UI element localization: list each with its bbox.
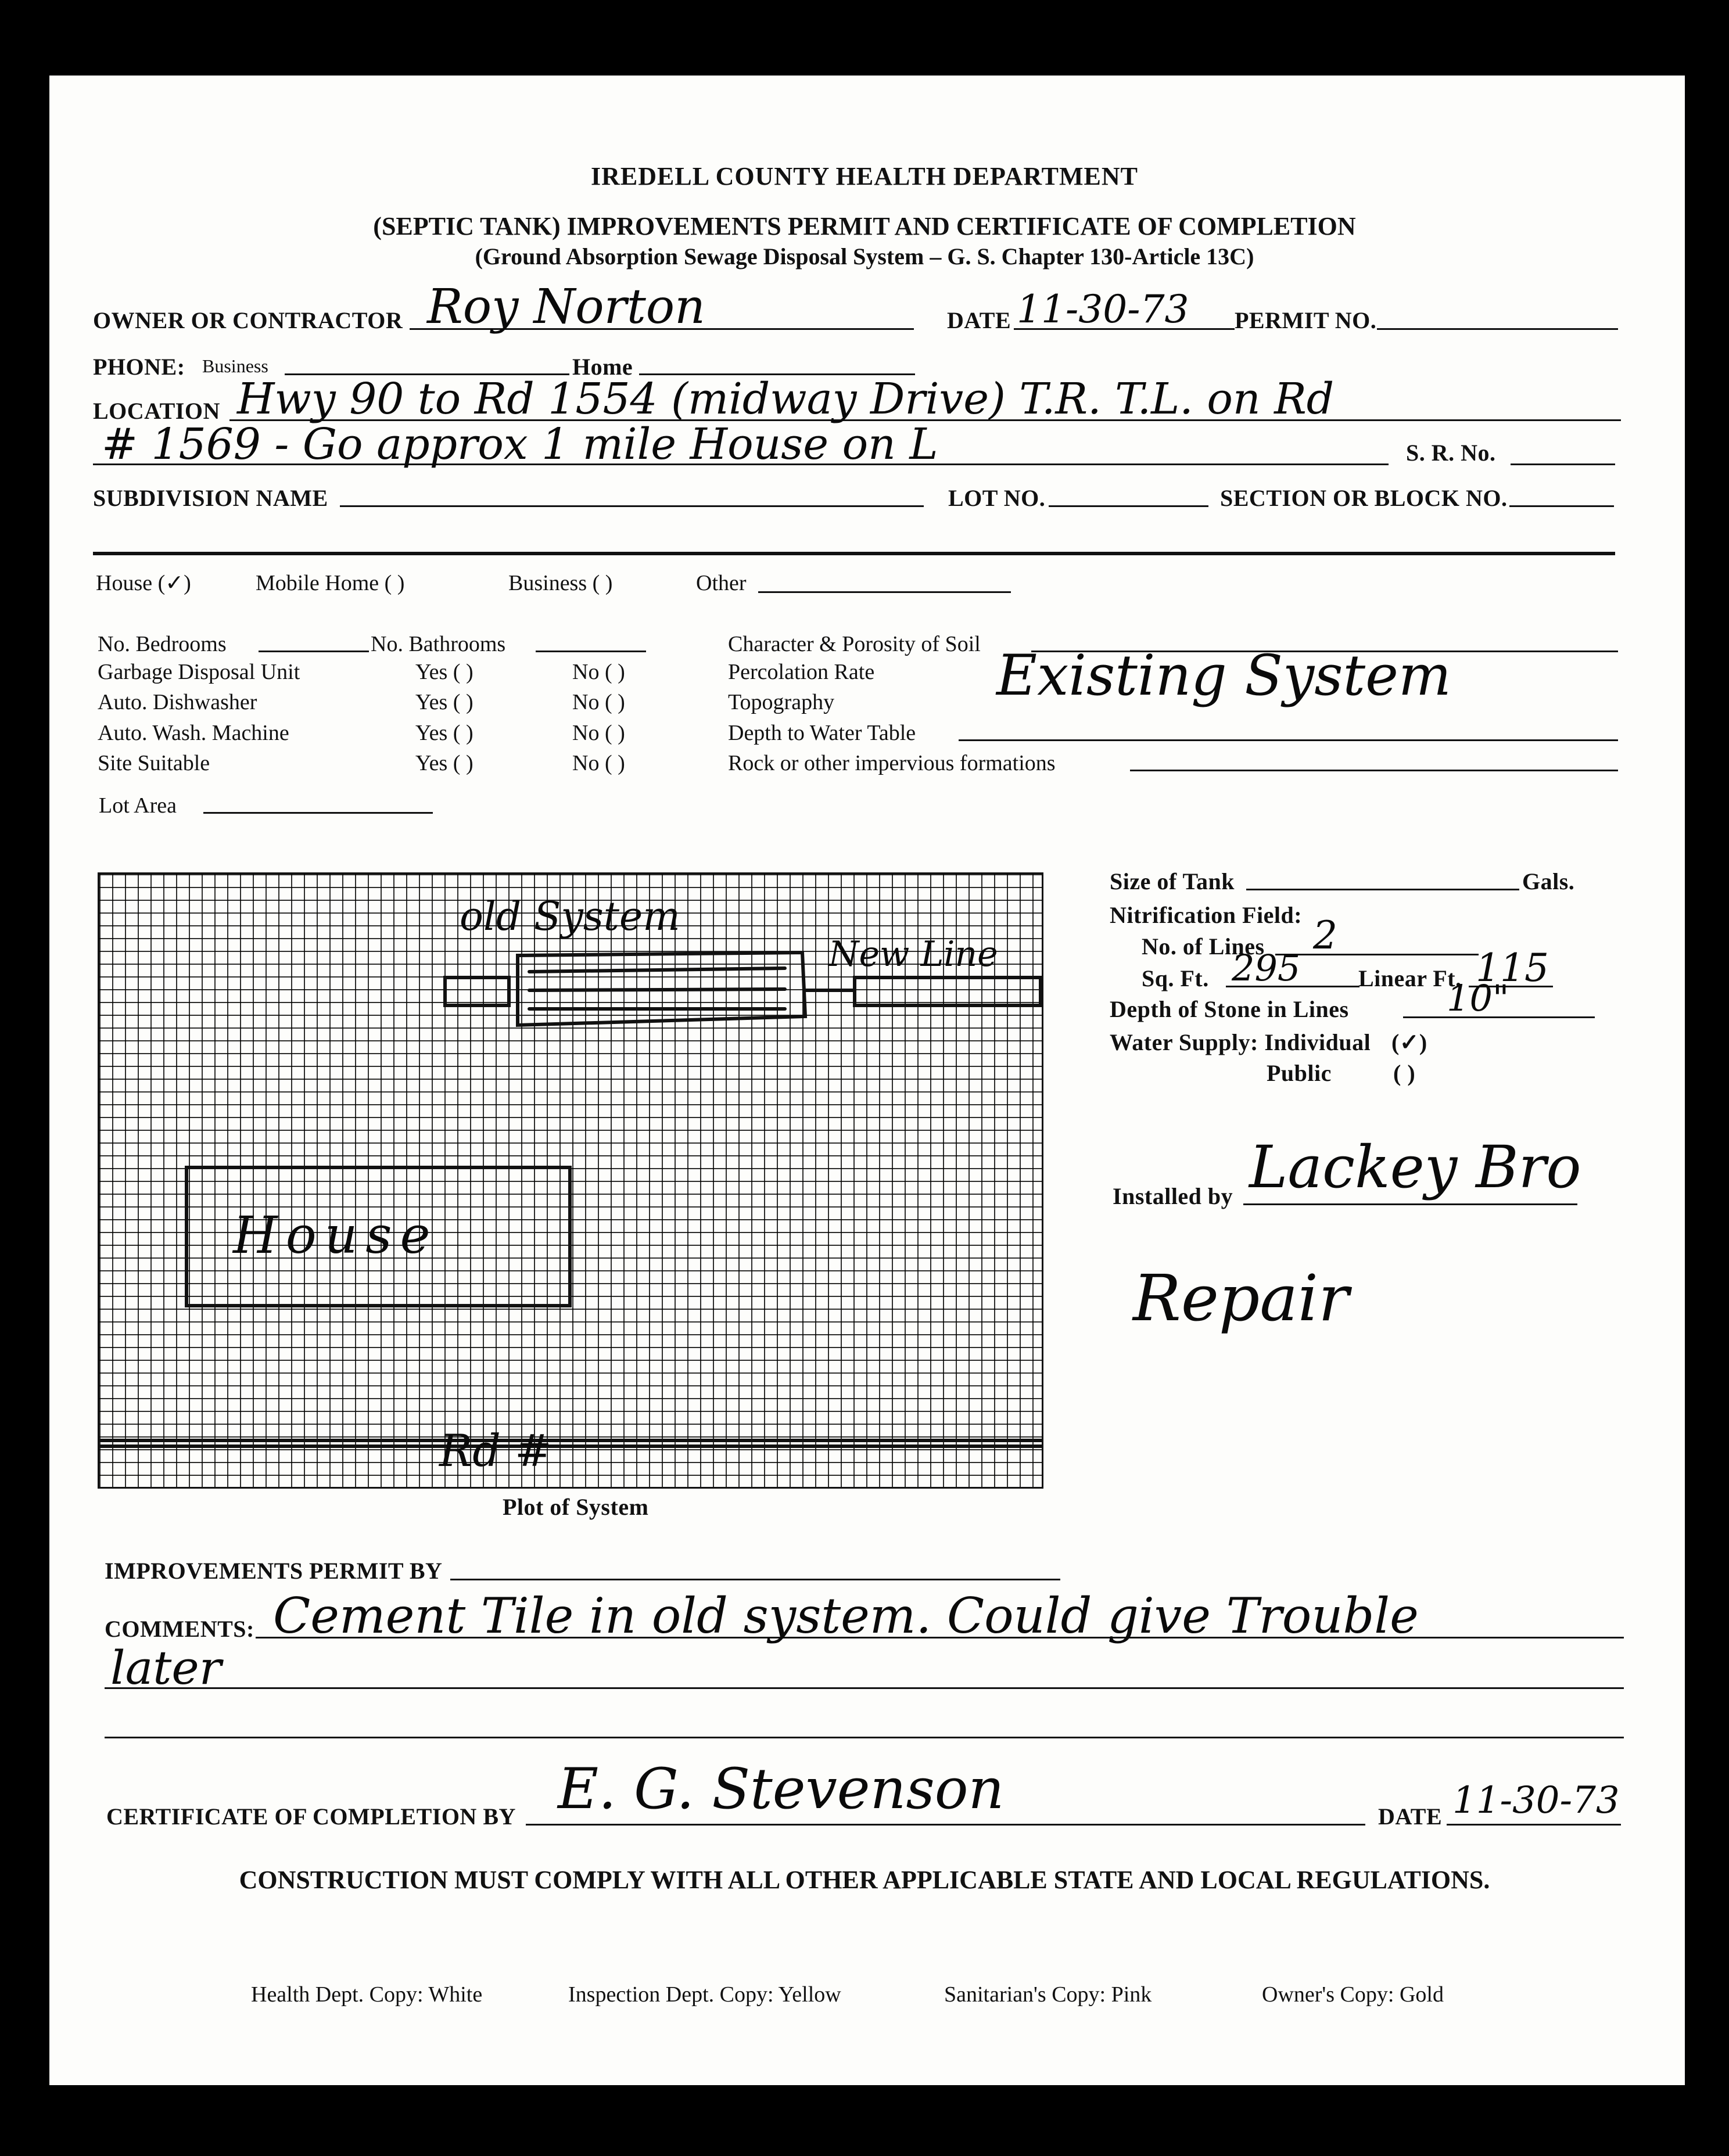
location-value-1[interactable]: Hwy 90 to Rd 1554 (midway Drive) T.R. T.L. on Rd [237, 374, 1335, 424]
bathrooms-label: No. Bathrooms [371, 632, 506, 656]
type-other-line [758, 591, 1011, 593]
site-yes[interactable]: Yes ( ) [415, 751, 473, 775]
topography-label: Topography [728, 690, 835, 714]
sqft-label: Sq. Ft. [1142, 965, 1209, 991]
washer-label: Auto. Wash. Machine [98, 721, 289, 745]
comments-value-1[interactable]: Cement Tile in old system. Could give Trouble [273, 1587, 1419, 1644]
type-house[interactable]: House (✓) [96, 571, 191, 595]
public-label: Public [1267, 1060, 1332, 1086]
certificate-label: CERTIFICATE OF COMPLETION BY [106, 1803, 516, 1830]
owner-value[interactable]: Roy Norton [427, 279, 705, 335]
road-line-icon [99, 1440, 1042, 1446]
plot-old-system-label: old System [460, 894, 680, 940]
lot-no-line [1049, 505, 1208, 507]
new-line-icon [855, 978, 1041, 1005]
washer-no[interactable]: No ( ) [572, 721, 625, 745]
linear-value[interactable]: 115 [1476, 946, 1549, 990]
tank-size-label: Size of Tank [1110, 868, 1235, 894]
water-label: Water Supply: Individual [1110, 1029, 1371, 1055]
location-label: LOCATION [93, 398, 220, 424]
copy-inspection: Inspection Dept. Copy: Yellow [568, 1982, 841, 2007]
individual-check[interactable]: (✓) [1391, 1029, 1427, 1055]
regulations-notice: CONSTRUCTION MUST COMPLY WITH ALL OTHER APPLICABLE STATE AND LOCAL REGULATIONS. [239, 1866, 1490, 1894]
rock-label: Rock or other impervious formations [728, 751, 1056, 775]
old-tank-icon [445, 978, 509, 1005]
business-phone-label: Business [202, 355, 268, 376]
section-label: SECTION OR BLOCK NO. [1220, 485, 1508, 511]
site-no[interactable]: No ( ) [572, 751, 625, 775]
tank-size-line [1246, 889, 1519, 890]
installed-label: Installed by [1113, 1183, 1233, 1209]
rock-line [1130, 770, 1618, 771]
date-label: DATE [947, 307, 1011, 333]
stone-label: Depth of Stone in Lines [1110, 996, 1349, 1022]
certificate-date-line [1447, 1824, 1621, 1826]
installed-value[interactable]: Lackey Bro [1249, 1133, 1581, 1201]
dishwasher-label: Auto. Dishwasher [98, 690, 257, 714]
lines-value[interactable]: 2 [1313, 913, 1337, 958]
certificate-date-value[interactable]: 11-30-73 [1452, 1779, 1620, 1822]
lines-label: No. of Lines [1142, 933, 1265, 960]
bathrooms-line [536, 651, 646, 652]
lines-line [1275, 954, 1479, 955]
comments-line-3 [105, 1737, 1624, 1738]
owner-label: OWNER OR CONTRACTOR [93, 307, 403, 333]
home-phone-label: Home [572, 354, 633, 380]
form-subtitle: (Ground Absorption Sewage Disposal System – G. S. Chapter 130-Article 13C) [475, 243, 1254, 270]
plot-caption: Plot of System [503, 1494, 649, 1520]
repair-note: Repair [1133, 1261, 1349, 1335]
copy-sanitarian: Sanitarian's Copy: Pink [944, 1982, 1152, 2007]
washer-yes[interactable]: Yes ( ) [415, 721, 473, 745]
section-line [1509, 505, 1614, 507]
improvements-label: IMPROVEMENTS PERMIT BY [105, 1558, 443, 1584]
type-business[interactable]: Business ( ) [508, 571, 613, 595]
garbage-yes[interactable]: Yes ( ) [415, 660, 473, 684]
dishwasher-no[interactable]: No ( ) [572, 690, 625, 714]
plot-new-line-label: New Line [828, 934, 998, 975]
permit-label: PERMIT NO. [1235, 307, 1377, 333]
garbage-label: Garbage Disposal Unit [98, 660, 300, 684]
location-value-2[interactable]: # 1569 - Go approx 1 mile House on L [102, 419, 938, 469]
subdivision-label: SUBDIVISION NAME [93, 485, 328, 511]
bedrooms-label: No. Bedrooms [98, 632, 227, 656]
sqft-value[interactable]: 295 [1232, 947, 1301, 989]
nitrification-label: Nitrification Field: [1110, 902, 1303, 928]
lot-no-label: LOT NO. [948, 485, 1046, 511]
bedrooms-line [259, 651, 369, 652]
certificate-line [526, 1824, 1365, 1826]
stone-value[interactable]: 10" [1447, 977, 1509, 1019]
copy-owner: Owner's Copy: Gold [1262, 1982, 1444, 2007]
public-check[interactable]: ( ) [1393, 1060, 1416, 1086]
plot-grid [98, 872, 1043, 1489]
permit-line [1377, 328, 1618, 330]
depth-water-label: Depth to Water Table [728, 721, 916, 745]
subdivision-line [340, 505, 924, 507]
depth-water-line [959, 739, 1618, 741]
linear-label: Linear Ft. [1358, 965, 1462, 991]
perc-label: Percolation Rate [728, 660, 875, 684]
site-label: Site Suitable [98, 751, 210, 775]
plot-road-label: Rd # [439, 1425, 552, 1476]
comments-label: COMMENTS: [105, 1616, 254, 1642]
soil-character-label: Character & Porosity of Soil [728, 632, 981, 656]
installed-line [1243, 1203, 1577, 1205]
soil-handwritten[interactable]: Existing System [996, 643, 1451, 708]
comments-line-2 [105, 1687, 1624, 1689]
type-mobile-home[interactable]: Mobile Home ( ) [256, 571, 405, 595]
department-heading: IREDELL COUNTY HEALTH DEPARTMENT [591, 162, 1138, 191]
section-divider [93, 552, 1615, 555]
comments-value-2[interactable]: later [110, 1641, 222, 1695]
certificate-date-label: DATE [1378, 1803, 1443, 1830]
type-other-label: Other [696, 571, 747, 595]
date-value[interactable]: 11-30-73 [1017, 287, 1189, 332]
sr-no-label: S. R. No. [1406, 440, 1496, 466]
old-system-line-icon [529, 968, 785, 1009]
phone-label: PHONE: [93, 354, 185, 380]
copy-health: Health Dept. Copy: White [251, 1982, 483, 2007]
certificate-signature[interactable]: E. G. Stevenson [558, 1756, 1005, 1821]
gals-label: Gals. [1522, 868, 1575, 894]
form-title: (SEPTIC TANK) IMPROVEMENTS PERMIT AND CERTIFICATE OF COMPLETION [373, 212, 1356, 240]
dishwasher-yes[interactable]: Yes ( ) [415, 690, 473, 714]
lot-area-line [203, 812, 433, 814]
lot-area-label: Lot Area [99, 793, 177, 818]
plot-house-label: House [233, 1205, 439, 1265]
sr-no-line [1511, 463, 1615, 465]
improvements-line [450, 1579, 1060, 1580]
garbage-no[interactable]: No ( ) [572, 660, 625, 684]
